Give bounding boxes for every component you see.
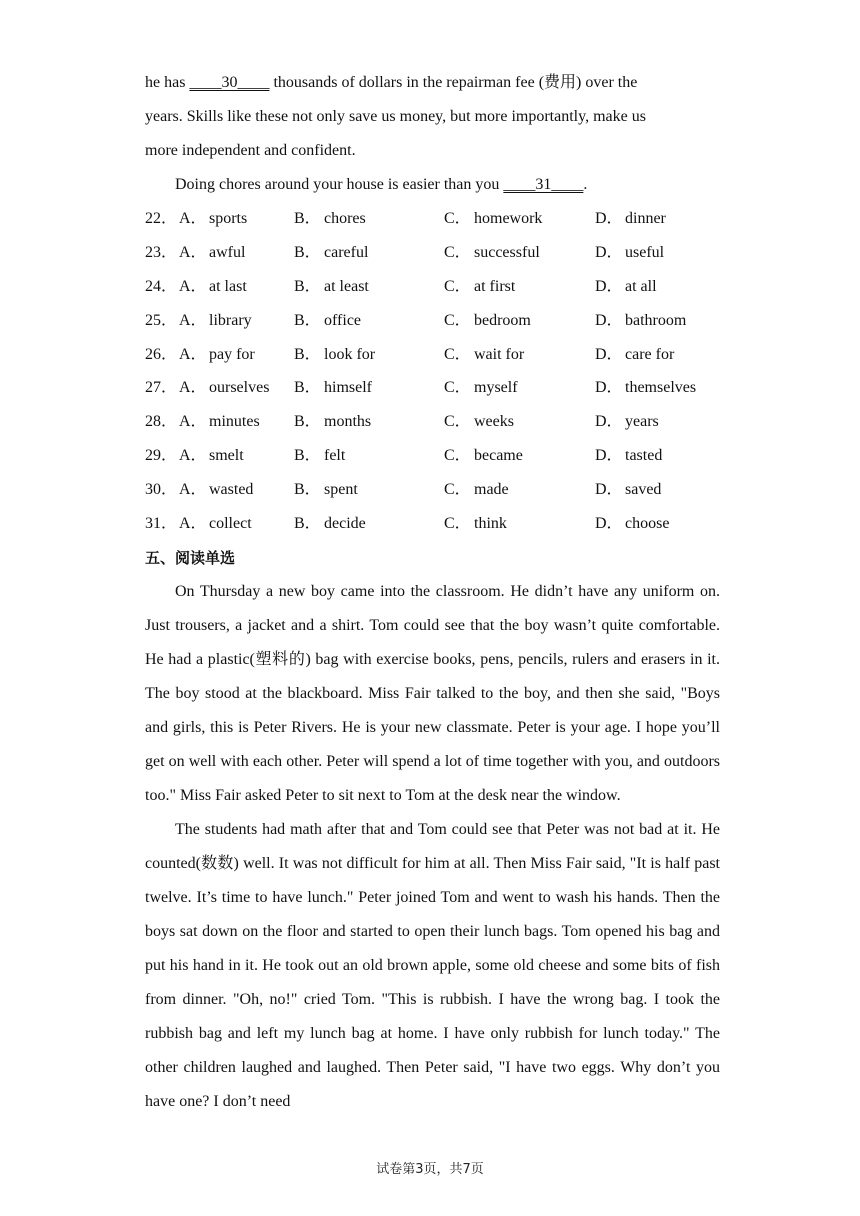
option-text: careful [324,243,369,261]
option-letter: A． [179,277,207,295]
option-letter: C． [444,345,471,363]
option-text: saved [625,481,662,499]
question-row [145,338,720,372]
question-row [145,236,720,270]
option-letter: C． [444,413,471,431]
option-text: at least [324,277,369,295]
option-letter: A． [179,210,207,227]
option-letter: C． [444,379,471,397]
option-text: months [324,413,372,431]
option-text: library [209,311,252,329]
option-text: felt [324,447,346,465]
option-b [294,371,372,405]
cloze-line [145,66,720,100]
option-text: awful [209,243,246,261]
reading-passage [145,575,720,1119]
option-letter: C． [444,210,471,227]
option-a [179,202,247,236]
option-text: myself [474,379,518,397]
option-text: at first [474,277,516,295]
option-text: look for [324,345,376,363]
option-a [179,473,253,507]
question-row [145,202,720,236]
blank-30: ____30____ [189,74,270,91]
option-text: bedroom [474,311,531,329]
option-text: at all [625,277,657,295]
option-c [444,507,507,541]
question-row [145,371,720,405]
text: . [583,176,588,193]
option-text: themselves [625,379,697,397]
option-c [444,202,542,236]
option-text: useful [625,243,665,261]
option-c [444,439,523,473]
question-number: 22． [145,210,178,227]
option-text: became [474,447,523,465]
option-d [595,338,674,372]
option-d [595,405,659,439]
option-letter: A． [179,515,207,533]
option-d [595,507,669,541]
option-c [444,304,531,338]
option-c [444,371,518,405]
cloze-line [145,168,720,202]
option-letter: B． [294,243,321,261]
option-text: chores [324,210,366,227]
option-text: think [474,515,507,533]
option-text: years [625,413,659,431]
option-text: office [324,311,362,329]
option-c [444,405,514,439]
option-text: wasted [209,481,254,499]
option-d [595,304,686,338]
text: Doing chores around your house is easier than you [175,176,504,193]
option-d [595,439,662,473]
option-a [179,371,269,405]
option-text: at last [209,277,247,295]
option-letter: D． [595,515,623,533]
question-row [145,507,720,541]
question-number: 29． [145,447,178,465]
question-number: 30． [145,481,178,499]
option-text: bathroom [625,311,687,329]
option-text: made [474,481,509,499]
option-letter: A． [179,379,207,397]
option-letter: D． [595,345,623,363]
blank-31: ____31____ [503,176,584,193]
option-letter: D． [595,447,623,465]
text: he has [145,74,190,91]
option-text: collect [209,515,252,533]
option-letter: D． [595,481,623,499]
option-b [294,439,345,473]
option-letter: B． [294,515,321,533]
option-letter: B． [294,413,321,431]
option-text: ourselves [209,379,270,397]
option-letter: D． [595,379,623,397]
question-row [145,270,720,304]
option-a [179,405,260,439]
option-b [294,473,358,507]
question-row [145,473,720,507]
option-letter: B． [294,447,321,465]
option-c [444,236,540,270]
option-a [179,236,245,270]
option-letter: C． [444,447,471,465]
option-text: decide [324,515,366,533]
option-text: dinner [625,210,666,227]
question-list [145,202,720,541]
option-text: successful [474,243,540,261]
section-title: 五、阅读单选 [145,548,236,567]
option-letter: C． [444,515,471,533]
option-b [294,338,375,372]
option-letter: C． [444,481,471,499]
option-text: himself [324,379,372,397]
option-letter: A． [179,481,207,499]
question-row [145,405,720,439]
question-number: 25． [145,311,178,329]
option-a [179,270,247,304]
question-number: 27． [145,379,178,397]
option-letter: D． [595,210,623,227]
option-letter: B． [294,277,321,295]
option-c [444,270,515,304]
option-b [294,304,361,338]
option-letter: D． [595,413,623,431]
question-number: 31． [145,515,178,533]
question-number: 24． [145,277,178,295]
option-letter: B． [294,345,321,363]
option-letter: B． [294,481,321,499]
option-d [595,270,657,304]
option-letter: D． [595,277,623,295]
option-b [294,507,366,541]
option-text: smelt [209,447,244,465]
option-c [444,473,509,507]
option-a [179,507,252,541]
option-d [595,371,696,405]
option-a [179,338,255,372]
paragraph: On Thursday a new boy came into the classroom. He didn’t have any uniform on. Just trousers, a jacket and a shirt. Tom could see that the boy wasn’t quite comfortable. He had a plastic(塑料的) bag with exercise books, pens, pencils, rulers and erasers in it. The boy stood at the blackboard. Miss Fair talked to the boy, and then she said, "Boys and girls, this is Peter Rivers. He is your new classmate. Peter is your age. I hope you’ll get on well with each other. Peter will spend a lot of time together with you, and outdoors too." Miss Fair asked Peter to sit next to Tom at the desk near the window. [145,582,720,804]
option-letter: D． [595,311,623,329]
option-text: care for [625,345,675,363]
paragraph: The students had math after that and Tom could see that Peter was not bad at it. He counted(数数) well. It was not difficult for him at all. Then Miss Fair said, "It is half past twelve. It’s time to have lunch." Peter joined Tom and went to wash his hands. Then the boys sat down on the floor and started to open their lunch bags. Tom opened his bag and put his hand in it. He took out an old brown apple, some old cheese and some bits of fish from dinner. "Oh, no!" cried Tom. "This is rubbish. I have the wrong bag. I took the rubbish bag and left my lunch bag at home. I have only rubbish for lunch today." The other children laughed and laughed. Then Peter said, "I have two eggs. Why don’t you have one? I don’t need [145,820,720,1110]
option-letter: B． [294,311,321,329]
option-a [179,439,244,473]
exam-page [145,66,720,1119]
option-text: sports [209,210,248,227]
option-b [294,236,368,270]
option-letter: B． [294,379,321,397]
option-text: pay for [209,345,255,363]
option-c [444,338,524,372]
option-letter: D． [595,243,623,261]
option-b [294,270,369,304]
option-letter: A． [179,447,207,465]
option-text: tasted [625,447,663,465]
option-a [179,304,252,338]
option-text: weeks [474,413,514,431]
option-text: choose [625,515,670,533]
option-letter: C． [444,311,471,329]
option-text: homework [474,210,543,227]
question-number: 28． [145,413,178,431]
question-number: 23． [145,243,178,261]
option-text: minutes [209,413,260,431]
cloze-line: years. Skills like these not only save us money, but more importantly, make us [145,108,646,125]
option-letter: A． [179,345,207,363]
cloze-line: more independent and confident. [145,142,356,159]
option-letter: C． [444,243,471,261]
option-letter: C． [444,277,471,295]
text: thousands of dollars in the repairman fee (费用) over the [269,74,638,91]
option-d [595,202,666,236]
option-text: wait for [474,345,525,363]
question-number: 26． [145,345,178,363]
option-letter: A． [179,311,207,329]
option-d [595,236,664,270]
option-letter: A． [179,413,207,431]
question-row [145,304,720,338]
option-b [294,405,371,439]
option-text: spent [324,481,358,499]
option-letter: A． [179,243,207,261]
option-d [595,473,661,507]
question-row [145,439,720,473]
option-letter: B． [294,210,321,227]
option-b [294,202,366,236]
page-footer: 试卷第3页，共7页 [376,1162,484,1177]
